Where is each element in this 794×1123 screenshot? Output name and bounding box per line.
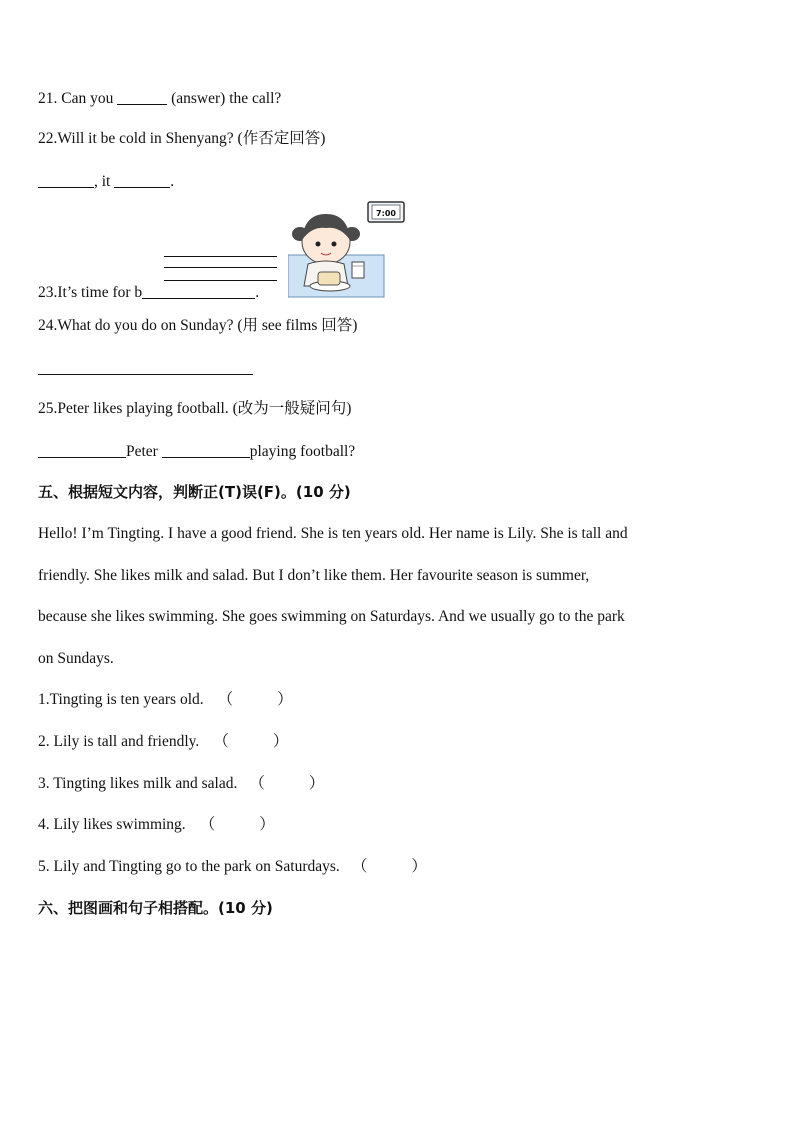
tf-item: 2. Lily is tall and friendly. （ ） bbox=[38, 733, 289, 750]
answer-parentheses[interactable]: （ ） bbox=[213, 733, 289, 750]
answer-blank[interactable] bbox=[142, 282, 255, 299]
writing-line bbox=[164, 280, 277, 281]
tf-item: 3. Tingting likes milk and salad. （ ） bbox=[38, 775, 325, 792]
answer-blank[interactable] bbox=[117, 88, 167, 105]
answer-parentheses[interactable]: （ ） bbox=[199, 816, 275, 833]
answer-parentheses[interactable]: （ ） bbox=[351, 858, 427, 875]
tf-item: 5. Lily and Tingting go to the park on Saturdays. （ ） bbox=[38, 858, 427, 875]
question-22: 22.Will it be cold in Shenyang? (作否定回答) bbox=[38, 130, 326, 147]
section-6-title: 六、把图画和句子相搭配。(10 分) bbox=[38, 899, 273, 917]
question-23: 23.It’s time for b . bbox=[38, 284, 260, 301]
answer-blank[interactable] bbox=[38, 358, 253, 375]
passage-line: because she likes swimming. She goes swimming on Saturdays. And we usually go to the park bbox=[38, 608, 625, 625]
answer-parentheses[interactable]: （ ） bbox=[249, 775, 325, 792]
question-24: 24.What do you do on Sunday? (用 see films 回答) bbox=[38, 317, 358, 334]
answer-blank[interactable] bbox=[114, 171, 170, 188]
answer-line-25: Peter playing football? bbox=[38, 441, 355, 462]
svg-text:7:00: 7:00 bbox=[376, 209, 396, 218]
answer-blank[interactable] bbox=[38, 171, 94, 188]
passage-line: Hello! I’m Tingting. I have a good friend. She is ten years old. Her name is Lily. She is tall and bbox=[38, 525, 628, 542]
clock-icon bbox=[368, 202, 404, 222]
passage-line: on Sundays. bbox=[38, 650, 114, 667]
tf-item: 4. Lily likes swimming. （ ） bbox=[38, 816, 275, 833]
answer-parentheses[interactable]: （ ） bbox=[217, 691, 293, 708]
writing-line bbox=[164, 267, 277, 268]
breakfast-picture bbox=[288, 200, 406, 298]
answer-line-24 bbox=[38, 358, 253, 379]
answer-blank[interactable] bbox=[38, 441, 126, 458]
question-21: 21. Can you (answer) the call? bbox=[38, 90, 282, 107]
section-5-title: 五、根据短文内容，判断正(T)误(F)。(10 分) bbox=[38, 483, 351, 501]
passage-line: friendly. She likes milk and salad. But I don’t like them. Her favourite season is summer, bbox=[38, 567, 590, 584]
answer-blank[interactable] bbox=[162, 441, 250, 458]
question-25: 25.Peter likes playing football. (改为一般疑问句) bbox=[38, 400, 352, 417]
writing-line bbox=[164, 256, 277, 257]
tf-item: 1.Tingting is ten years old. （ ） bbox=[38, 691, 293, 708]
answer-line-22: , it . bbox=[38, 171, 174, 192]
